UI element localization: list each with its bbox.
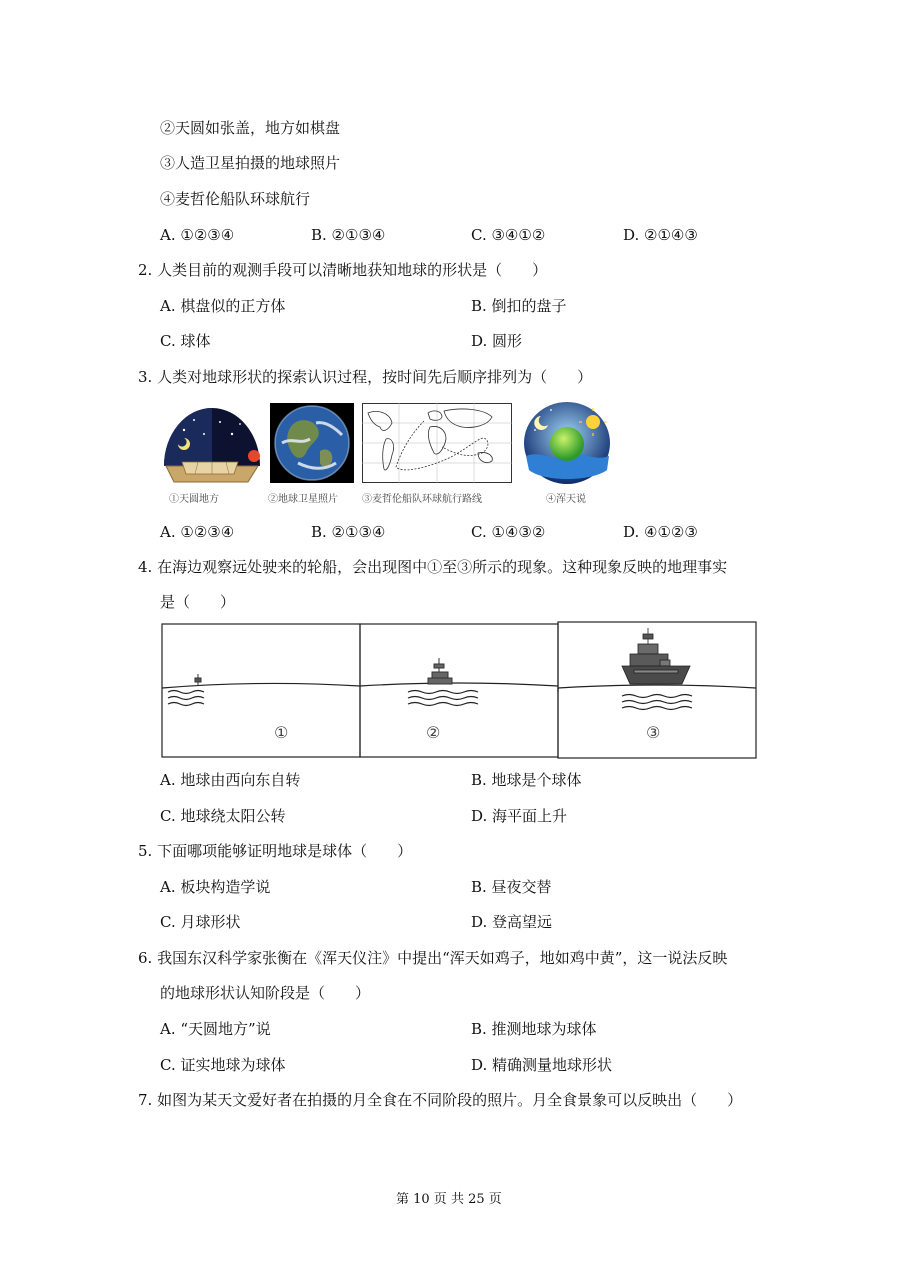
huntian-figure — [521, 400, 613, 486]
q2-option-d: D. 圆形 — [471, 332, 523, 350]
prev-option-b: B. ②①③④ — [311, 226, 386, 244]
figure-caption-2: ②地球卫星照片 — [268, 494, 338, 505]
q2-option-c: C. 球体 — [160, 332, 211, 350]
question-5: 5. 下面哪项能够证明地球是球体（ ） — [138, 842, 413, 860]
q4-option-a: A. 地球由西向东自转 — [160, 771, 301, 789]
q6-option-c: C. 证实地球为球体 — [160, 1056, 286, 1074]
q6-option-a: A. “天圆地方”说 — [160, 1020, 271, 1038]
prev-option-a: A. ①②③④ — [160, 226, 235, 244]
prev-item-2: ②天圆如张盖，地方如棋盘 — [160, 119, 341, 137]
figure-caption-4: ④浑天说 — [546, 494, 586, 505]
question-4-line2: 是（ ） — [160, 593, 236, 611]
q2-option-a: A. 棋盘似的正方体 — [160, 297, 286, 315]
prev-item-3: ③人造卫星拍摄的地球照片 — [160, 154, 341, 172]
q4-option-b: B. 地球是个球体 — [471, 771, 582, 789]
q5-option-c: C. 月球形状 — [160, 913, 241, 931]
question-7: 7. 如图为某天文爱好者在拍摄的月全食在不同阶段的照片。月全食景象可以反映出（ ） — [138, 1091, 743, 1109]
q3-option-c: C. ①④③② — [471, 523, 546, 541]
q5-option-b: B. 昼夜交替 — [471, 878, 552, 896]
prev-item-4: ④麦哲伦船队环球航行 — [160, 190, 311, 208]
tianyuan-difang-figure — [160, 404, 264, 486]
q5-option-a: A. 板块构造学说 — [160, 878, 271, 896]
panel-label-1: ① — [274, 723, 289, 742]
q4-option-d: D. 海平面上升 — [471, 807, 568, 825]
panel-label-3: ③ — [646, 723, 661, 742]
q3-option-b: B. ②①③④ — [311, 523, 386, 541]
page-number: 第 10 页 共 25 页 — [396, 1192, 502, 1207]
figure-caption-1: ①天圆地方 — [169, 494, 219, 505]
prev-option-d: D. ②①④③ — [623, 226, 698, 244]
q4-option-c: C. 地球绕太阳公转 — [160, 807, 286, 825]
question-6-line1: 6. 我国东汉科学家张衡在《浑天仪注》中提出“浑天如鸡子，地如鸡中黄”，这一说法反映 — [138, 949, 728, 967]
ship-horizon-figure — [160, 620, 760, 762]
question-2: 2. 人类目前的观测手段可以清晰地获知地球的形状是（ ） — [138, 261, 548, 279]
question-3: 3. 人类对地球形状的探索认识过程，按时间先后顺序排列为（ ） — [138, 368, 593, 386]
q5-option-d: D. 登高望远 — [471, 913, 553, 931]
magellan-route-map — [362, 403, 512, 483]
q6-option-d: D. 精确测量地球形状 — [471, 1056, 613, 1074]
question-4-line1: 4. 在海边观察远处驶来的轮船，会出现图中①至③所示的现象。这种现象反映的地理事实 — [138, 558, 728, 576]
question-6-line2: 的地球形状认知阶段是（ ） — [160, 984, 371, 1002]
figure-caption-3: ③麦哲伦船队环球航行路线 — [362, 494, 482, 505]
q3-option-a: A. ①②③④ — [160, 523, 235, 541]
q3-option-d: D. ④①②③ — [623, 523, 698, 541]
q2-option-b: B. 倒扣的盘子 — [471, 297, 567, 315]
panel-label-2: ② — [426, 723, 441, 742]
q6-option-b: B. 推测地球为球体 — [471, 1020, 597, 1038]
earth-satellite-photo — [270, 403, 354, 483]
prev-option-c: C. ③④①② — [471, 226, 546, 244]
